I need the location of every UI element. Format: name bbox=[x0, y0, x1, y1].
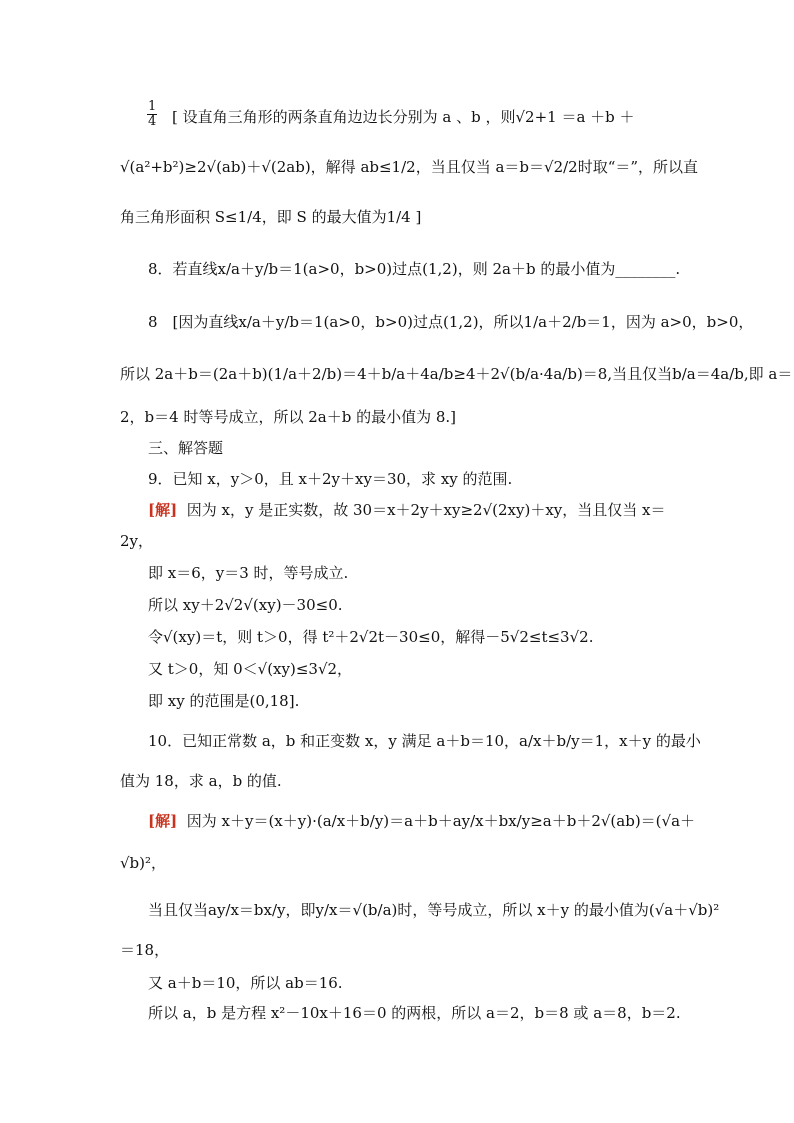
q9-solution-2: 2y， bbox=[120, 532, 154, 550]
q10-stem-2: 值为 18，求 a，b 的值. bbox=[120, 772, 282, 790]
q9-solution-1 bbox=[148, 503, 708, 518]
q9-solution-7: 即 xy 的范围是(0,18]. bbox=[148, 692, 300, 710]
q8-answer-3: 2，b＝4 时等号成立，所以 2a＋b 的最小值为 8.] bbox=[120, 408, 457, 426]
q8-stem: 8．若直线x/a＋y/b＝1(a>0，b>0)过点(1,2)，则 2a＋b 的最小值为________. bbox=[148, 260, 681, 278]
q10-solution-3: 当且仅当ay/x＝bx/y，即y/x＝√(b/a)时，等号成立，所以 x＋y 的最小值为(√a＋√b)² bbox=[148, 901, 720, 919]
section-heading: 三、解答题 bbox=[148, 439, 224, 457]
q10-solution-1 bbox=[148, 814, 708, 829]
q9-solution-5: 令√(xy)＝t，则 t＞0，得 t²＋2√2t－30≤0，解得－5√2≤t≤3√2. bbox=[148, 628, 594, 646]
q9-jie-label: [解] bbox=[148, 501, 178, 519]
q9-solution-3: 即 x＝6，y＝3 时，等号成立. bbox=[148, 564, 349, 582]
p7-ans-num: 1 bbox=[148, 99, 157, 114]
q10-jie-label: [解] bbox=[148, 812, 178, 830]
p7-line-1: [ 设直角三角形的两条直角边边长分别为 a 、b ，则√2+1 ＝a ＋b ＋ bbox=[172, 108, 635, 126]
q9-solution-4: 所以 xy＋2√2√(xy)－30≤0. bbox=[148, 596, 343, 614]
q10-solution-2: √b)²， bbox=[120, 854, 167, 872]
p7-ans-den: 4 bbox=[148, 113, 157, 129]
p7-line-3: 角三角形面积 S≤1/4，即 S 的最大值为1/4 ] bbox=[120, 208, 422, 226]
q10-solution-4: ＝18， bbox=[120, 941, 170, 959]
q10-stem-1: 10．已知正常数 a，b 和正变数 x，y 满足 a＋b＝10，a/x＋b/y＝1，x＋y 的最小 bbox=[148, 732, 701, 750]
q9-s1: 因为 x，y 是正实数，故 30＝x＋2y＋xy≥2√(2xy)＋xy，当且仅当 x＝ bbox=[186, 501, 666, 519]
q8-answer-1: 8 [因为直线x/a＋y/b＝1(a>0，b>0)过点(1,2)，所以1/a＋2/b＝1，因为 a>0，b>0， bbox=[148, 313, 754, 331]
q9-stem: 9．已知 x，y＞0，且 x＋2y＋xy＝30，求 xy 的范围. bbox=[148, 470, 513, 488]
p7-line-2: √(a²+b²)≥2√(ab)＋√(2ab)，解得 ab≤1/2，当且仅当 a＝b＝√2/2时取“＝”，所以直 bbox=[120, 158, 699, 176]
q9-solution-6: 又 t＞0，知 0＜√(xy)≤3√2， bbox=[148, 660, 353, 678]
q8-answer-2: 所以 2a＋b＝(2a＋b)(1/a＋2/b)＝4＋b/a＋4a/b≥4＋2√(b/a·4a/b)＝8,当且仅当b/a＝4a/b,即 a＝ bbox=[120, 365, 793, 383]
q10-s1: 因为 x＋y＝(x＋y)·(a/x＋b/y)＝a＋b＋ay/x＋bx/y≥a＋b＋2√(ab)＝(√a＋ bbox=[186, 812, 696, 830]
q10-solution-6: 所以 a，b 是方程 x²－10x＋16＝0 的两根，所以 a＝2，b＝8 或 a＝8，b＝2. bbox=[148, 1004, 681, 1022]
q10-solution-5: 又 a＋b＝10，所以 ab＝16. bbox=[148, 974, 343, 992]
